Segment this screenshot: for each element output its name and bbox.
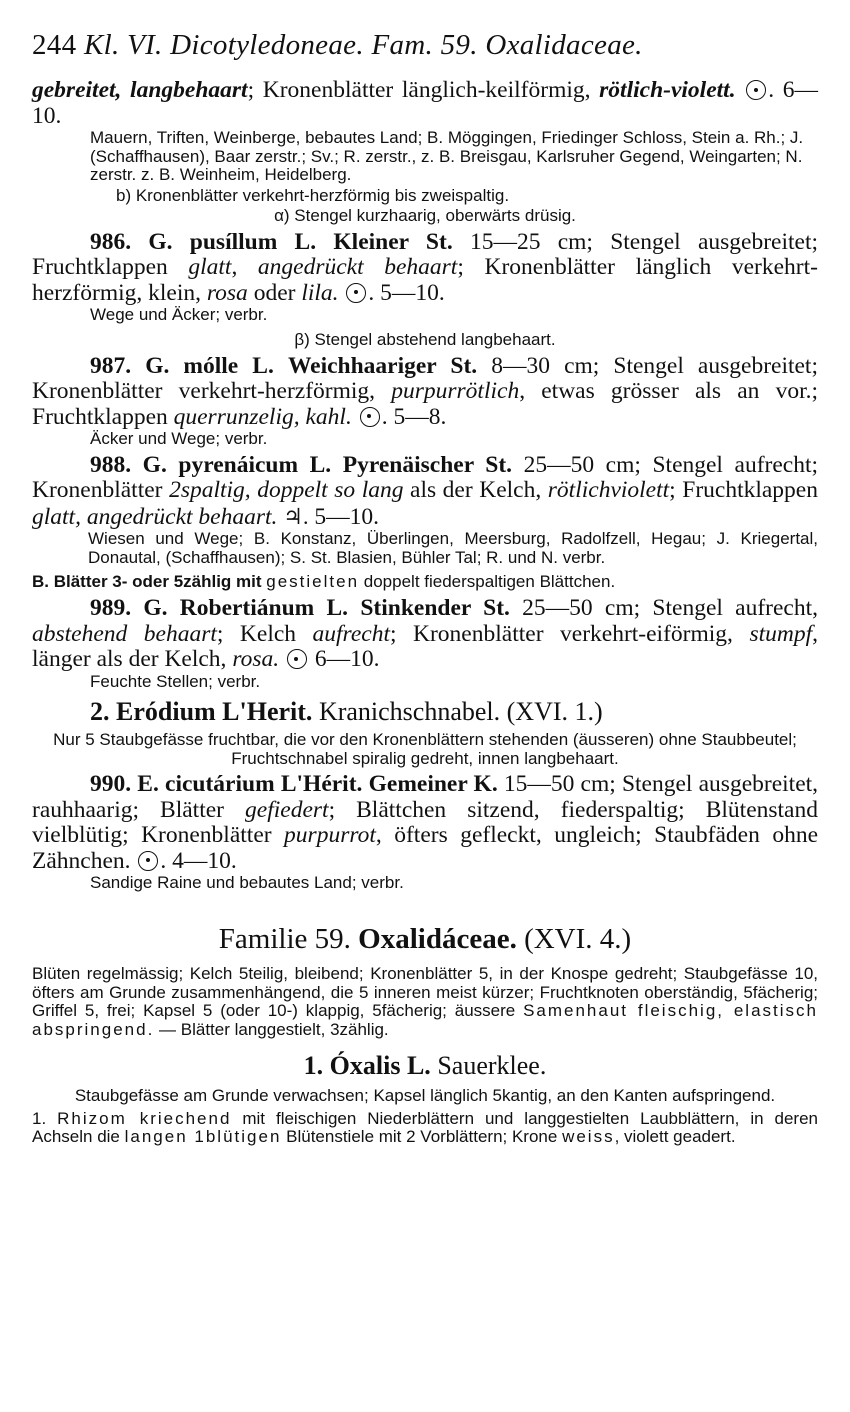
key-b: b) Kronenblätter verkehrt-herzförmig bis zweispaltig. (116, 185, 510, 205)
family-heading: Familie 59. Oxalidáceae. (XVI. 4.) (218, 922, 632, 955)
genus-heading-erodium: 2. Eródium L'Herit. Kranichschnabel. (XVI. 1.) (90, 697, 603, 727)
species-989: 989. G. Robertiánum L. Stinkender St. 25—50 cm; Stengel aufrecht, abstehend behaart; Kelch aufrecht; Kronenblätter verkehrt-eiförmig, stumpf, länger als der Kelch, rosa. 6—10. (32, 595, 819, 673)
species-number: 988. G. pyrenáicum L. (90, 451, 332, 478)
locality-text: Mauern, Triften, Weinberge, bebautes Land; B. Möggingen, Friedinger Schloss, Stein a. Rh.; J. (Schaffhausen), Baar zerstr.; Sv.; R. zerstr., z. B. Breisgau, Karlsruher Gegend, Weingarten; N. zerstr. z. B. Weinheim, Heidelberg. (90, 128, 804, 185)
species-number: 987. G. mólle L. (90, 352, 274, 379)
species-990: 990. E. cicutárium L'Hérit. Gemeiner K. 15—50 cm; Stengel ausgebreitet, rauhhaarig; Blätter gefiedert; Blättchen sitzend, fiederspaltig; Blütenstand vielblütig; Kronenblätter purpurrot, öfters gefleckt, ungleich; Staubfäden ohne Zähnchen. . 4—10. (32, 771, 819, 874)
species-number: 989. G. Robertiánum L. (90, 595, 349, 622)
family-name: Oxalidaceae. (485, 29, 643, 61)
species-988: 988. G. pyrenáicum L. Pyrenäischer St. 25—50 cm; Stengel aufrecht; Kronenblätter 2spaltig, doppelt so lang als der Kelch, rötlichviolett; Fruchtklappen glatt, angedrückt behaart. ♃. 5—10. (32, 451, 819, 530)
species-987: 987. G. mólle L. Weichhaariger St. 8—30 cm; Stengel ausgebreitet; Kronenblätter verkehrt-herzförmig, purpurrötlich, etwas grösser als an vor.; Fruchtklappen querrunzelig, kahl. . 5—8. (32, 352, 819, 430)
genus-description: Staubgefässe am Grunde verwachsen; Kapsel länglich 5kantig, an den Kanten aufspringend. (74, 1086, 776, 1106)
species-german-name: Kleiner St. (333, 228, 453, 255)
locality-text: Feuchte Stellen; verbr. (90, 671, 261, 691)
locality-text: Äcker und Wege; verbr. (90, 429, 268, 449)
continued-description: gebreitet, langbehaart; Kronenblätter länglich-keilförmig, rötlich-violett. . 6—10. (32, 77, 819, 129)
book-page (32, 26, 818, 1147)
species-german-name: Weichhaariger St. (287, 352, 478, 379)
annual-symbol-icon (746, 80, 766, 100)
family-ref: Fam. 59. (371, 29, 478, 61)
genus-description: Nur 5 Staubgefässe fruchtbar, die vor den Kronenblättern stehenden (äusseren) ohne Staubbeutel; Fruchtschnabel spiralig gedreht, innen langbehaart. (53, 730, 797, 768)
species-number: 990. E. cicutárium L'Hérit. (90, 771, 363, 798)
key-1: 1. Rhizom kriechend mit fleischigen Niederblättern und langgestielten Laubblättern, in deren Achseln die langen 1blütigen Blütenstiele mit 2 Vorblättern; Krone weiss, violett geadert. (32, 1108, 818, 1147)
locality-text: Sandige Raine und bebautes Land; verbr. (90, 873, 404, 893)
species-german-name: Gemeiner K. (368, 771, 498, 798)
annual-symbol-icon (360, 407, 380, 427)
annual-symbol-icon (346, 283, 366, 303)
key-B: B. Blätter 3- oder 5zählig mit gestielten doppelt fiederspaltigen Blättchen. (32, 572, 616, 592)
species-number: 986. G. pusíllum L. (90, 228, 317, 255)
running-header (32, 26, 818, 64)
perennial-symbol-icon: ♃. (283, 503, 309, 529)
locality-text: Wege und Äcker; verbr. (90, 305, 268, 325)
species-986: 986. G. pusíllum L. Kleiner St. 15—25 cm; Stengel ausgebreitet; Fruchtklappen glatt, angedrückt behaart; Kronenblätter länglich verkehrt-herzförmig, klein, rosa oder lila. . 5—10. (32, 228, 819, 306)
family-description: Blüten regelmässig; Kelch 5teilig, bleibend; Kronenblätter 5, in der Knospe gedreht; Staubgefässe 10, öfters am Grunde zusammenhängend, die 5 inneren meist kürzer; Fruchtknoten oberständig, 5fächerig; Griffel 5, frei; Kapsel 5 (oder 10-) klappig, 5fächerig; äussere Samenhaut fleischig, elastisch abspringend. — Blätter langgestielt, 3zählig. (32, 963, 818, 1039)
annual-symbol-icon (287, 649, 307, 669)
class-name: Dicotyledoneae. (170, 29, 364, 61)
species-german-name: Stinkender St. (360, 595, 510, 622)
species-german-name: Pyrenäischer St. (342, 451, 513, 478)
class-label: Kl. VI. (83, 29, 163, 61)
key-alpha: α) Stengel kurzhaarig, oberwärts drüsig. (274, 206, 576, 226)
page-number: 244 (32, 29, 77, 61)
genus-heading-oxalis: 1. Óxalis L. Sauerklee. (303, 1051, 547, 1081)
annual-symbol-icon (138, 851, 158, 871)
locality-text: Wiesen und Wege; B. Konstanz, Überlingen, Meersburg, Radolfzell, Hegau; J. Kriegertal, Donautal, (Schaffhausen); S. St. Blasien, Bühler Tal; R. und N. verbr. (88, 529, 818, 567)
key-beta: β) Stengel abstehend langbehaart. (294, 330, 556, 350)
